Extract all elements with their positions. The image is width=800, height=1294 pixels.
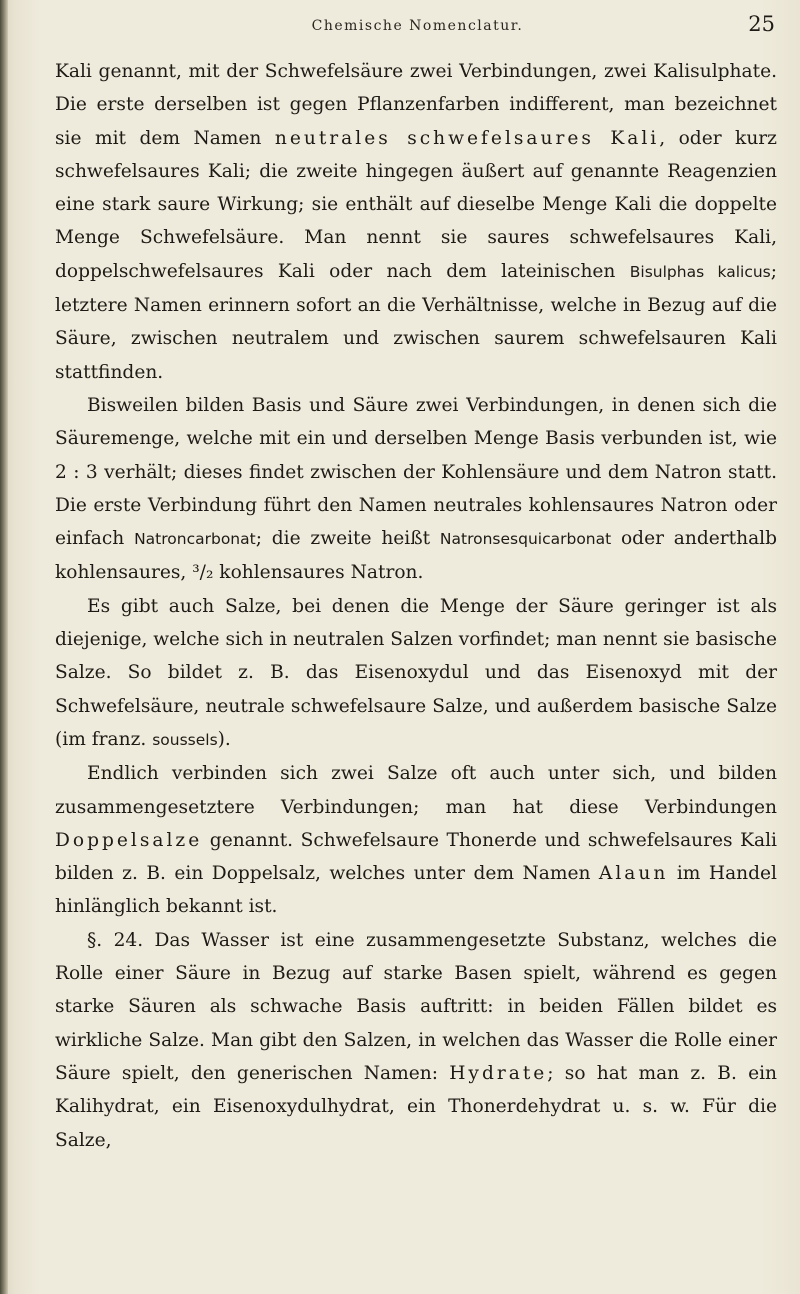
paragraph-2: Bisweilen bilden Basis und Säure zwei Verbindungen, in denen sich die Säuremenge, welche mit ein und derselben Menge Basis verbunden ist, wie 2 : 3 verhält; dieses findet zwischen der Kohlensäure und dem Natron statt. Die erste Verbindung führt den Namen neutrales kohlensaures Natron oder einfach Natroncarbonat; die zweite heißt Natronsesquicarbonat oder anderthalb kohlensaures, ³/₂ kohlensaures Natron. [55,394,777,584]
page-gutter-shadow [0,0,8,1294]
emphasis: neutrales schwefelsaures Kali [274,127,660,149]
latin-term: soussels [152,730,218,749]
page-header [60,12,775,42]
emphasis: Doppelsalze [55,829,203,851]
latin-term: Natronsesquicarbonat [439,530,612,549]
emphasis: Alaun [598,863,669,885]
paragraph-5: §. 24. Das Wasser ist eine zusammengesetzte Substanz, welches die Rolle einer Säure in Bezug auf starke Basen spielt, während es gegen starke Säuren als schwache Basis auftritt: in beiden Fällen bildet es wirkliche Salze. Man gibt den Salzen, in welchen das Wasser die Rolle einer Säure spielt, den generischen Namen: Hydrate; so hat man z. B. ein Kalihydrat, ein Eisenoxydulhydrat, ein Thonerdehydrat u. s. w. Für die Salze, [55,929,777,1151]
paragraph-4: Endlich verbinden sich zwei Salze oft auch unter sich, und bilden zusammengesetztere Verbindungen; man hat diese Verbindungen Doppelsalze genannt. Schwefelsaure Thonerde und schwefelsaures Kali bilden z. B. ein Doppelsalz, welches unter dem Namen Alaun im Handel hinlänglich bekannt ist. [55,763,777,918]
page-number: 25 [748,12,775,36]
latin-term: Bisulphas kalicus [629,262,771,281]
paragraph-3: Es gibt auch Salze, bei denen die Menge der Säure geringer ist als diejenige, welche sich in neutralen Salzen vorfindet; man nennt sie basische Salze. So bildet z. B. das Eisenoxydul und das Eisenoxyd mit der Schwefelsäure, neutrale schwefelsaure Salze, und außerdem basische Salze (im franz. soussels). [55,595,777,750]
emphasis: Hydrate [449,1062,548,1084]
body-text [55,55,777,1157]
paragraph-1: Kali genannt, mit der Schwefelsäure zwei Verbindungen, zwei Kalisulphate. Die erste derselben ist gegen Pflanzenfarben indifferent, man bezeichnet sie mit dem Namen neutrales schwefelsaures Kali, oder kurz schwefelsaures Kali; die zweite hingegen äußert auf genannte Reagenzien eine stark saure Wirkung; sie enthält auf dieselbe Menge Kali die doppelte Menge Schwefelsäure. Man nennt sie saures schwefelsaures Kali, doppelschwefelsaures Kali oder nach dem lateinischen Bisulphas kalicus; letztere Namen erinnern sofort an die Verhältnisse, welche in Bezug auf die Säure, zwischen neutralem und zwischen saurem schwefelsauren Kali stattfinden. [55,61,778,383]
running-head: Chemische Nomenclatur. [311,18,524,34]
latin-term: Natroncarbonat [134,530,256,549]
